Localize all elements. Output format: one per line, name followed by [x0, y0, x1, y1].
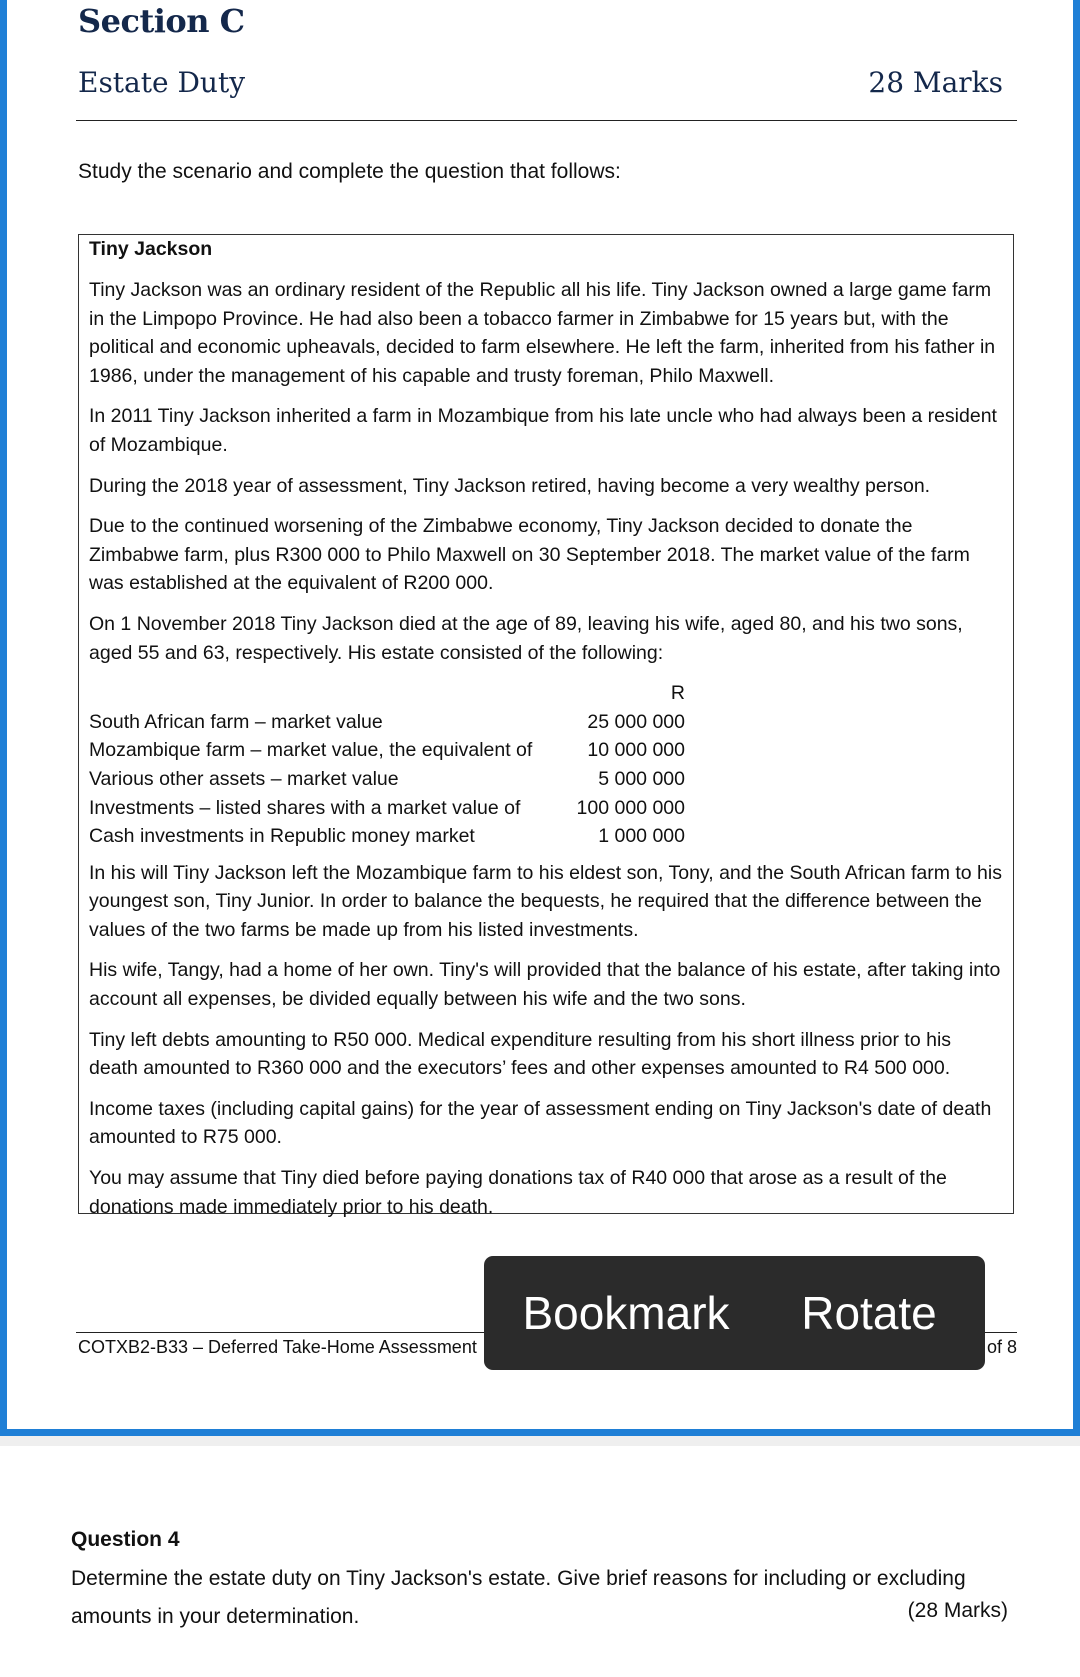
header-divider	[76, 120, 1017, 121]
question-title: Question 4	[71, 1528, 180, 1551]
estate-item-label: Various other assets – market value	[89, 767, 399, 790]
estate-item-label: Cash investments in Republic money market	[89, 825, 475, 848]
estate-item-amount: 1 000 000	[598, 825, 685, 848]
scenario-title: Tiny Jackson	[89, 238, 213, 260]
scenario-paragraph: His wife, Tangy, had a home of her own. Tiny's will provided that the balance of his estate, after taking into account all expenses, be divided equally between his wife and the two sons.	[89, 959, 1001, 1011]
estate-row	[89, 822, 1003, 851]
footer-course-code: COTXB2-B33 – Deferred Take-Home Assessment	[78, 1337, 477, 1357]
estate-row	[89, 794, 1003, 823]
section-marks: 28 Marks	[868, 66, 1003, 99]
scenario-paragraph: Tiny left debts amounting to R50 000. Medical expenditure resulting from his short illness prior to his death amounted to R360 000 and the executors’ fees and other expenses amounted to R4 500 000.	[89, 1028, 952, 1080]
estate-item-label: South African farm – market value	[89, 710, 383, 733]
scenario-paragraph: In 2011 Tiny Jackson inherited a farm in Mozambique from his late uncle who had always been a resident of Mozambique.	[89, 405, 997, 456]
estate-item-amount: 100 000 000	[576, 796, 685, 819]
rotate-button[interactable]: Rotate	[801, 1287, 937, 1339]
scenario-paragraph: During the 2018 year of assessment, Tiny Jackson retired, having become a very wealthy person.	[89, 474, 931, 497]
scenario-box	[78, 234, 1014, 1218]
estate-item-amount: 25 000 000	[587, 710, 685, 733]
intro-text: Study the scenario and complete the question that follows:	[78, 160, 621, 183]
scenario-paragraph: Due to the continued worsening of the Zimbabwe economy, Tiny Jackson decided to donate the Zimbabwe farm, plus R300 000 to Philo Maxwell on 30 September 2018. The market value of the farm was established at the equivalent of R200 000.	[89, 515, 970, 595]
page-gap	[0, 1436, 1080, 1446]
section-subtitle: Estate Duty	[78, 66, 246, 99]
estate-row	[89, 765, 1003, 794]
scenario-paragraph: On 1 November 2018 Tiny Jackson died at the age of 89, leaving his wife, aged 80, and his two sons, aged 55 and 63, respectively. His estate consisted of the following:	[89, 612, 963, 664]
estate-table	[89, 679, 1003, 851]
estate-item-label: Investments – listed shares with a market value of	[89, 796, 521, 819]
page-action-overlay	[484, 1256, 985, 1370]
footer-page-number: of 8	[987, 1337, 1018, 1357]
estate-header-row	[89, 679, 1003, 708]
scenario-paragraph: You may assume that Tiny died before paying donations tax of R40 000 that arose as a result of the donations made immediately prior to his death.	[89, 1167, 947, 1218]
question-marks: (28 Marks)	[907, 1599, 1008, 1622]
estate-item-amount: 10 000 000	[587, 739, 685, 762]
scenario-paragraph: Tiny Jackson was an ordinary resident of the Republic all his life. Tiny Jackson owned a large game farm in the Limpopo Province. He had also been a tobacco farmer in Zimbabwe for 15 years but, with the political and economic upheavals, decided to farm elsewhere. He left the farm, inherited from his father in 1986, under the management of his capable and trusty foreman, Philo Maxwell.	[89, 279, 996, 387]
scenario-paragraph: Income taxes (including capital gains) for the year of assessment ending on Tiny Jackson's date of death amounted to R75 000.	[89, 1097, 992, 1149]
section-title: Section C	[78, 2, 245, 40]
estate-item-amount: 5 000 000	[598, 767, 685, 790]
question-text: Determine the estate duty on Tiny Jackson's estate. Give brief reasons for including or excluding amounts in your determination.	[71, 1567, 966, 1628]
scenario-paragraph: In his will Tiny Jackson left the Mozambique farm to his eldest son, Tony, and the South African farm to his youngest son, Tiny Junior. In order to balance the bequests, he required that the difference between the values of the two farms be made up from his listed investments.	[89, 861, 1002, 941]
estate-row	[89, 736, 1003, 765]
estate-currency: R	[670, 682, 685, 705]
bookmark-button[interactable]: Bookmark	[522, 1287, 730, 1339]
estate-row	[89, 708, 1003, 737]
estate-item-label: Mozambique farm – market value, the equivalent of	[89, 739, 533, 762]
